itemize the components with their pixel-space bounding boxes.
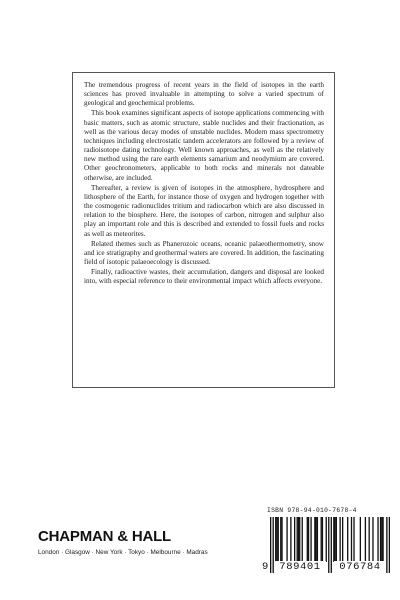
barcode-bar — [380, 517, 381, 562]
barcode-bar — [286, 517, 287, 562]
barcode-bar — [372, 517, 373, 562]
barcode-bar — [360, 517, 361, 562]
publisher-cities: London · Glasgow · New York · Tokyo · Melbourne · Madras — [38, 549, 208, 556]
barcode-bar — [353, 517, 354, 562]
barcode-bar — [297, 517, 298, 562]
barcode-bar — [382, 517, 383, 562]
barcode-bar — [299, 517, 300, 562]
barcode-bar — [310, 517, 311, 562]
blurb-paragraph-5: Finally, radioactive wastes, their accumulation, dangers and disposal are looked into, with especial reference to their environmental impact which affects everyone. — [84, 268, 324, 286]
barcode-bar — [281, 517, 282, 562]
barcode-bar — [276, 517, 277, 562]
barcode-bar — [334, 517, 335, 562]
barcode-digits — [262, 561, 390, 573]
barcode-bar — [369, 517, 370, 562]
barcode-bar — [339, 517, 340, 562]
barcode-digits-left: 789401 — [274, 561, 326, 573]
barcode-bar — [326, 517, 327, 562]
isbn-text: ISBN 978-94-010-7678-4 — [267, 507, 357, 514]
barcode-bar — [342, 517, 343, 562]
barcode-bar — [307, 517, 308, 562]
barcode-digit-first: 9 — [262, 561, 269, 573]
blurb-paragraph-2: This book examines significant aspects of isotope applications commencing with basic matters, such as atomic structure, stable nuclides and their fractionation, as well as the various decay modes of unstable nuclides. Modern mass spectrometry techniques including electrostatic tandem accelerators are followed by a review of radioisotope dating technology. Well known approaches, as well as the relatively new method using the rare earth elements samarium and neodymium are covered. Other geochronometers, applicable to both rocks and minerals not dateable otherwise, are included. — [84, 109, 324, 182]
barcode-digits-right: 076784 — [334, 561, 386, 573]
barcode-bar — [280, 517, 281, 562]
barcode-bar — [275, 517, 276, 562]
publisher-name: CHAPMAN & HALL — [38, 528, 172, 545]
barcode-bar — [278, 517, 279, 562]
blurb-paragraph-3: Thereafter, a review is given of isotopes in the atmosphere, hydrosphere and lithosphere of the Earth, for instance those of oxygen and hydrogen together with the cosmogenic radionuclides tritium and radiocarbon which are also discussed in relation to the biosphere. Here, the isotopes of carbon, nitrogen and sulphur also play an important role and this is described and extended to fossil fuels and rocks as well as meteorites. — [84, 183, 324, 238]
barcode-bar — [302, 517, 303, 562]
barcode-bar — [308, 517, 309, 562]
barcode-bar — [347, 517, 348, 562]
barcode-bar — [336, 517, 337, 562]
blurb-paragraph-4: Related themes such as Phanerozoic oceans, oceanic palaeothermometry, snow and ice stratigraphy and geothermal waters are covered. In addition, the fascinating field of isotopic palaeoecology is discussed. — [84, 239, 324, 266]
barcode-bar — [314, 517, 315, 562]
barcode-bar — [322, 517, 323, 562]
barcode-bar — [317, 517, 318, 562]
barcode-bar — [294, 517, 295, 562]
barcode-bar — [333, 517, 334, 562]
blurb-paragraph-1: The tremendous progress of recent years in the field of isotopes in the earth sciences has proved invaluable in attempting to solve a varied spectrum of geological and geochemical problems. — [84, 81, 324, 108]
barcode-bar — [315, 517, 316, 562]
blurb-box — [72, 72, 335, 388]
barcode-bar — [321, 517, 322, 562]
barcode-bar — [351, 517, 352, 562]
barcode-bar — [381, 517, 382, 562]
barcode-bar — [377, 517, 378, 562]
barcode-bar — [290, 517, 291, 562]
barcode-bar — [365, 517, 366, 562]
barcode-bar — [298, 517, 299, 562]
